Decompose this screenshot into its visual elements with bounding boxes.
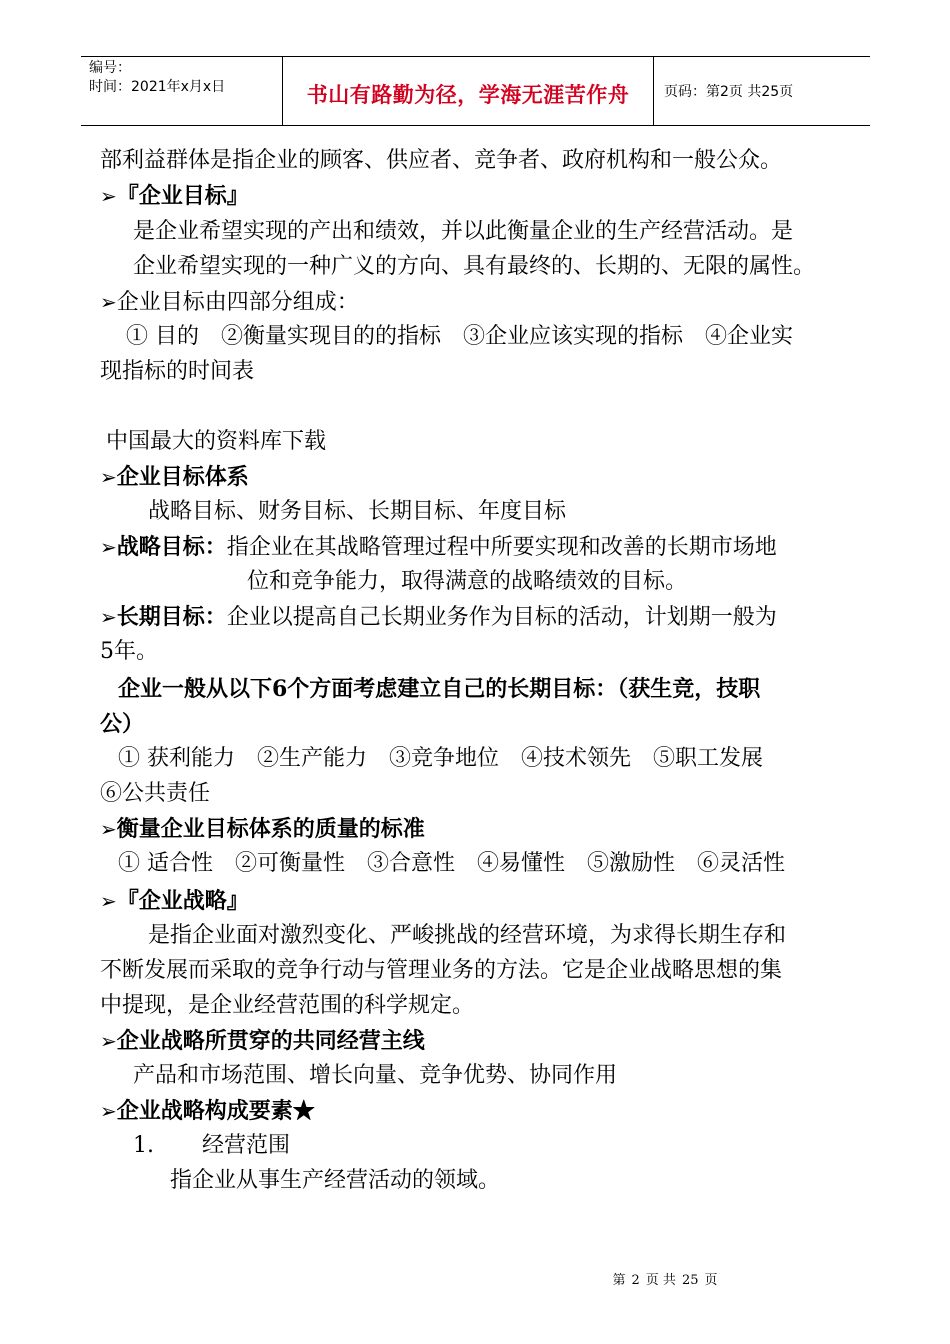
footer-total-pages: 25 <box>681 1273 699 1288</box>
arrow-bullet-icon: ➢ <box>100 1099 117 1123</box>
arrow-bullet-icon: ➢ <box>100 290 117 314</box>
paragraph-line: ⑥公共责任 <box>100 781 211 806</box>
header-motto-cell <box>283 57 654 125</box>
section-heading: ➢企业目标体系 <box>100 464 249 490</box>
paragraph-line: 指企业从事生产经营活动的领域。 <box>170 1168 501 1193</box>
number-label: 编号： <box>89 60 131 76</box>
paragraph-line: 现指标的时间表 <box>100 359 255 384</box>
paragraph-line: 战略目标、财务目标、长期目标、年度目标 <box>148 499 567 524</box>
page-info: 页码：第2页 共25页 <box>664 84 794 100</box>
paragraph-line: 位和竞争能力，取得满意的战略绩效的目标。 <box>247 569 688 594</box>
paragraph-line: ① 目的 ②衡量实现目的的指标 ③企业应该实现的指标 ④企业实 <box>126 324 793 349</box>
paragraph-line: 产品和市场范围、增长向量、竞争优势、协同作用 <box>133 1063 618 1088</box>
section-heading: ➢『企业战略』 <box>100 888 249 914</box>
header-meta-cell <box>81 57 283 125</box>
item-label: 经营范围 <box>202 1133 291 1158</box>
paragraph-line: 中提现，是企业经营范围的科学规定。 <box>100 993 475 1018</box>
page-footer: 第 2 页 共 25 页 <box>612 1273 718 1288</box>
paragraph-line: 中国最大的资料库下载 <box>106 429 327 454</box>
definition-line: ➢长期目标：企业以提高自己长期业务作为目标的活动，计划期一般为 <box>100 604 777 630</box>
paragraph-line: 是指企业面对激烈变化、严峻挑战的经营环境，为求得长期生存和 <box>148 923 787 948</box>
footer-page-number: 2 <box>631 1273 640 1288</box>
definition-line: ➢战略目标：指企业在其战略管理过程中所要实现和改善的长期市场地 <box>100 534 777 560</box>
paragraph-line: ① 适合性 ②可衡量性 ③合意性 ④易懂性 ⑤激励性 ⑥灵活性 <box>118 851 785 876</box>
arrow-bullet-icon: ➢ <box>100 1029 117 1053</box>
page-header <box>81 56 870 126</box>
paragraph-line: 部利益群体是指企业的顾客、供应者、竞争者、政府机构和一般公众。 <box>100 148 783 173</box>
section-heading: ➢企业战略构成要素★ <box>100 1098 315 1124</box>
numbered-item <box>133 1131 290 1161</box>
paragraph-line: 企业希望实现的一种广义的方向、具有最终的、长期的、无限的属性。 <box>133 254 816 279</box>
section-heading: ➢企业战略所贯穿的共同经营主线 <box>100 1028 425 1054</box>
section-heading: ➢衡量企业目标体系的质量的标准 <box>100 816 425 842</box>
arrow-bullet-icon: ➢ <box>100 535 117 559</box>
bullet-line: ➢企业目标由四部分组成： <box>100 290 359 315</box>
item-number: 1. <box>133 1133 154 1158</box>
paragraph-line: 5年。 <box>100 639 158 664</box>
paragraph-line: ① 获利能力 ②生产能力 ③竞争地位 ④技术领先 ⑤职工发展 <box>118 746 763 771</box>
motto: 书山有路勤为径，学海无涯苦作舟 <box>306 82 630 107</box>
bold-paragraph-line: 公） <box>100 711 145 737</box>
time-label: 时间：2021年x月x日 <box>89 79 226 95</box>
paragraph-line: 不断发展而采取的竞争行动与管理业务的方法。它是企业战略思想的集 <box>100 958 783 983</box>
section-heading: ➢『企业目标』 <box>100 183 249 209</box>
bold-paragraph-line: 企业一般从以下6个方面考虑建立自己的长期目标：（获生竞，技职 <box>118 676 761 702</box>
arrow-bullet-icon: ➢ <box>100 465 117 489</box>
arrow-bullet-icon: ➢ <box>100 817 117 841</box>
paragraph-line: 是企业希望实现的产出和绩效，并以此衡量企业的生产经营活动。是 <box>133 219 794 244</box>
arrow-bullet-icon: ➢ <box>100 889 117 913</box>
term: 战略目标： <box>116 534 227 560</box>
header-page-cell <box>654 57 870 125</box>
arrow-bullet-icon: ➢ <box>100 605 117 629</box>
term: 长期目标： <box>116 604 227 630</box>
arrow-bullet-icon: ➢ <box>100 184 117 208</box>
